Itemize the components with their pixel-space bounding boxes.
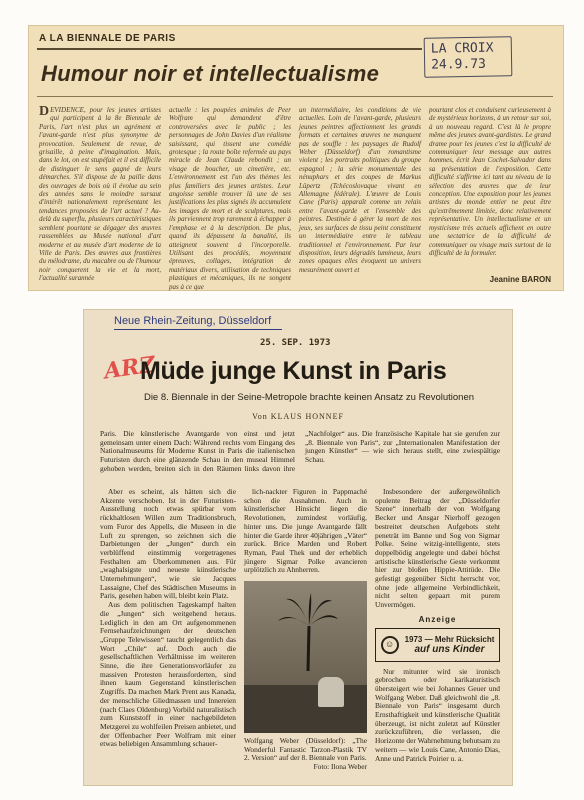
body-column-1 — [100, 488, 236, 778]
child-seal-icon: ☺ — [381, 636, 399, 654]
byline: Von KLAUS HONNEF — [252, 412, 344, 421]
paragraph: Insbesondere der außergewöhnlich opulente Beitrag der „Düsseldorfer Szene“ innerhalb der von Wolfgang Becker und Ansgar Nierhoff gezogen bestreitet deutschen Aufgebots steht peneträt im Banne und Sog von Sigmar Polke. Seine witzig-intelligente, stets doppelbödig angelegte und dabei höchst artistische künstlerische Geste verkommt hier zur bloßen Hippie-Attitüde. Die gefestigt gegenüber Sicht herrscht vor, ohne jede allgemeine Verbindlichkeit, nicht selten gepaart mit purem Unvermögen. — [375, 487, 500, 610]
drop-cap: D — [39, 104, 50, 119]
article-column-3: un intermédiaire, les conditions de vie actuelles. Loin de l'avant-garde, plusieurs jeunes peintres affectionnent les grands formats et certaines œuvres ne manquent pas de souffle : les paysages de Rudolf Weber (Düsseldorf) d'un romantisme violent ; les portraits politiques du groupe espagnol ; la série monumentale des nénuphars et des coupes de Markus Lüpertz (Tchécoslovaque vivant en Allemagne fédérale). L'œuvre de Louis Cane (Paris) apparaît comme un relais entre l'avant-garde et l'ensemble des peintres. Destinée à gérer la mort de nos jeux, ses surfaces de tissu peint constituent un intermédiaire entre le tableau traditionnel et l'environnement. Par leur disposition, leurs dégradés lumineux, leurs zones opaques elles évoquent un univers mesurément ouvert et — [299, 106, 421, 274]
la-croix-clipping — [29, 26, 563, 290]
paragraph: lich-nackter Figuren in Pappmaché schon die Ausnahmen. Auch in künstlerischer Hinsicht liegen die Revolutionen, zumindest vorläufig, hinter uns. Die junge Avantgarde fällt hinter die Garde ihrer 40jährigen „Väter“ zurück. Brice Marden und Robert Ryman, Paul Thek und der erheblich jüngere Sigmar Polke avancieren urplötzlich zu Ahnherren. — [244, 487, 367, 575]
body-rule — [37, 96, 553, 97]
header-rule — [37, 48, 422, 50]
ad-text — [405, 635, 495, 655]
photo-floor — [244, 685, 367, 733]
body-column-2 — [244, 488, 367, 778]
article-column-4: pourtant clos et conduisent curieusement à de mystérieux horizons, à un retour sur soi, à un nouveau regard. C'est là le propre même des jeunes avant-gardistes. Le grand drame pour les jeunes c'est la difficulté de communiquer leur message aux autres hommes, écrit Jean Cochet-Salvador dans sa présentation de l'exposition. Cette difficulté s'affirme ici tant au niveau de la sélection des œuvres que de leur conception. Une exposition pour les jeunes artistes du monde entier ne peut être qu'extrêmement limitée, donc relativement représentative. Un intellectualisme et un mysticisme très actuels affichent en outre une sectatrice de la difficulté de communiquer ou visage mais surtout de la difficulté de la formuler. — [429, 106, 551, 257]
column-text: EVIDENCE, pour les jeunes artistes qui participent à la 8e Biennale de Paris, l'art n'est plus un agrément et l'avant-garde n'est plus synonyme de provocation. Seulement de revue, de grisaille, à peine d'imagination. Mais, dans le lot, on est stupéfait et il est difficile de distinguer le sens gagné de leurs démarches. S'il dispose de la paille dans des ouvrages de bois où il évolue au sein des années sans le moindre sursaut d'intérêt nationalement représentant les tendances proposées de l'art actuel ? Au-delà du superflu, plusieurs caractéristiques semblent pourtant se dégager des œuvres rassemblées au Musée national d'art moderne et au musée d'art moderne de la Ville de Paris. Des œuvres aux frontières du mélodrame, du macabre ou de l'humour noir conquerent la vie et la mort, l'actualité surannée — [39, 106, 161, 283]
photo-caption — [244, 737, 367, 772]
advertisement-box — [375, 628, 500, 662]
article-column-2: actuelle : les poupées animées de Peer Wolfram qui demandent d'être controversées avec le public ; les personnages de John Davies d'un réalisme saisissant, qui tissent une comédie grotesque ; la route boîte refermée au pays miracle de Jean Claude rebondit ; un visage de boucher, un cimetière, etc. L'environnement est l'un des thèmes les plus familiers des jeunes artistes. Leur angoisse semble trouver là une de ses justifications les plus signés ils accumulent les images de mort et de sculptures, mais ils parviennent trop rarement à échapper à l'emphase et à la description. De plus, quand ils dépassent la banalité, ils atteignent souvent à l'incorporelle. Utilisant des procédés, moyennant épreuves, collages, intégration de matériaux divers, utilisation de techniques plastiques et mécaniques, ils ne songent pas à ce que — [169, 106, 291, 291]
paragraph: Nur mitunter wird sie ironisch gebrochen oder karikaturistisch übersteigert wie bei Johannes Geuer und Wolfgang Weber. Daß gleichwohl die „8. Biennale von Paris“ insgesamt durch Ernsthaftigkeit und künstlerische Qualität überzeugt, ist nicht zuletzt auf Künstler zurückzuführen, die verlassen, die Horizonte der Wahrnehmung behutsam zu weitern — wie Louis Cane, Antonio Dias, Anne und Patrick Poirier u. a. — [375, 666, 500, 763]
author-signature: Jeanine BARON — [489, 275, 551, 284]
ad-slogan: auf uns Kinder — [414, 643, 485, 655]
nrz-clipping — [84, 310, 512, 785]
newspaper-underline — [114, 329, 282, 330]
handwritten-source-stamp — [424, 36, 513, 78]
palm-tree-sculpture — [278, 591, 338, 671]
stamp-date: 24.9.73 — [431, 56, 487, 73]
caption-text: Wolfgang Weber (Düsseldorf): „The Wonderful Fantastic Tarzon-Plastik TV 2. Version“ auf der 8. Biennale von Paris. — [244, 736, 367, 763]
article-column-1 — [39, 104, 161, 283]
sculpture-figure — [318, 677, 344, 707]
article-headline: Müde junge Kunst in Paris — [140, 357, 447, 385]
newspaper-name: Neue Rhein-Zeitung, Düsseldorf — [114, 315, 272, 327]
ad-line: Mehr Rücksicht — [434, 634, 495, 644]
date-stamp: 25. SEP. 1973 — [260, 338, 331, 348]
body-column-3 — [375, 488, 500, 778]
ad-label: Anzeige — [418, 614, 457, 624]
paragraph: Aber es scheint, als hätten sich die Akzente verschoben. Ist in der Futuristen-Ausstellung noch etwas spürbar vom rückhaltlosen Willen zum Traditionsbruch, vom Furor des Appells, die Museen in die Luft zu sprengen, so zeichnen sich die Darbietungen der „Jungen“ durch ein verblüffend einstimmig vorgetragenes Festhalten am Überkommenen aus. Für „waghalsigste und neueste künstlerische Unternehmungen“, wie sie Jacques Lassaigne, Chef des Städtischen Museums in Paris, gesehen haben will, bleibt kein Platz. — [100, 487, 236, 601]
photo-credit: Foto: Ilona Weber — [313, 762, 367, 772]
artwork-photo — [244, 581, 367, 733]
article-headline: Humour noir et intellectualisme — [41, 61, 380, 86]
lead-paragraph: Paris. Die künstlerische Avantgarde von einst und jetzt gemeinsam unter einem Dach: Während rechts vom Eingang des Nationalmuseums für Moderne Kunst in Paris die italienischen Futuristen durch eine glänzende Schau in den museal Himmel gehoben werden, breiten sich in den Räumen links davon ihre „Nachfolger“ aus. Die französische Kapitale hat sie gerufen zur „8. Biennale von Paris“, zur „Internationalen Manifestation der jungen Künstler“ — wie sich heraus stellt, eine zwiespältige Schau. — [100, 429, 500, 473]
section-label: A LA BIENNALE DE PARIS — [39, 33, 176, 44]
ad-year: 1973 — — [404, 634, 433, 644]
paragraph: Aus dem politischen Tageskampf halten die „Jungen“ sich weitgehend heraus. Lediglich in den am Ort aufgenommenen Fernsehaufzeichnungen der deutschen „Gruppe Telewissen“ taucht gelegentlich das Wort „Chile“ auf. Doch auch die gesellschaftlichen Verhältnisse im weiteren Sinne, die ihre Generationsvorläufer zu massiven Protesten herausforderten, sind ihnen kaum Gegenstand künstlerischen Zugriffs. Da machen Mark Prent aus Kanada, der menschliche Gliedmassen und Innereien (nach Claes Oldenburg) Vorbild naturalistisch zum Kunststoff in einer nachgebildeten Metzgerei zu wohlfeilen Preisen anbietet, und der Offenbacher Peer Wolfram mit einer etwas beliebigen Ansammlung schauer- — [100, 600, 236, 749]
red-handwritten-mark: ARZ — [102, 351, 157, 385]
article-body — [100, 488, 500, 778]
stamp-newspaper: LA CROIX — [430, 40, 494, 57]
article-subheadline: Die 8. Biennale in der Seine-Metropole brachte keinen Ansatz zu Revolutionen — [143, 392, 475, 403]
